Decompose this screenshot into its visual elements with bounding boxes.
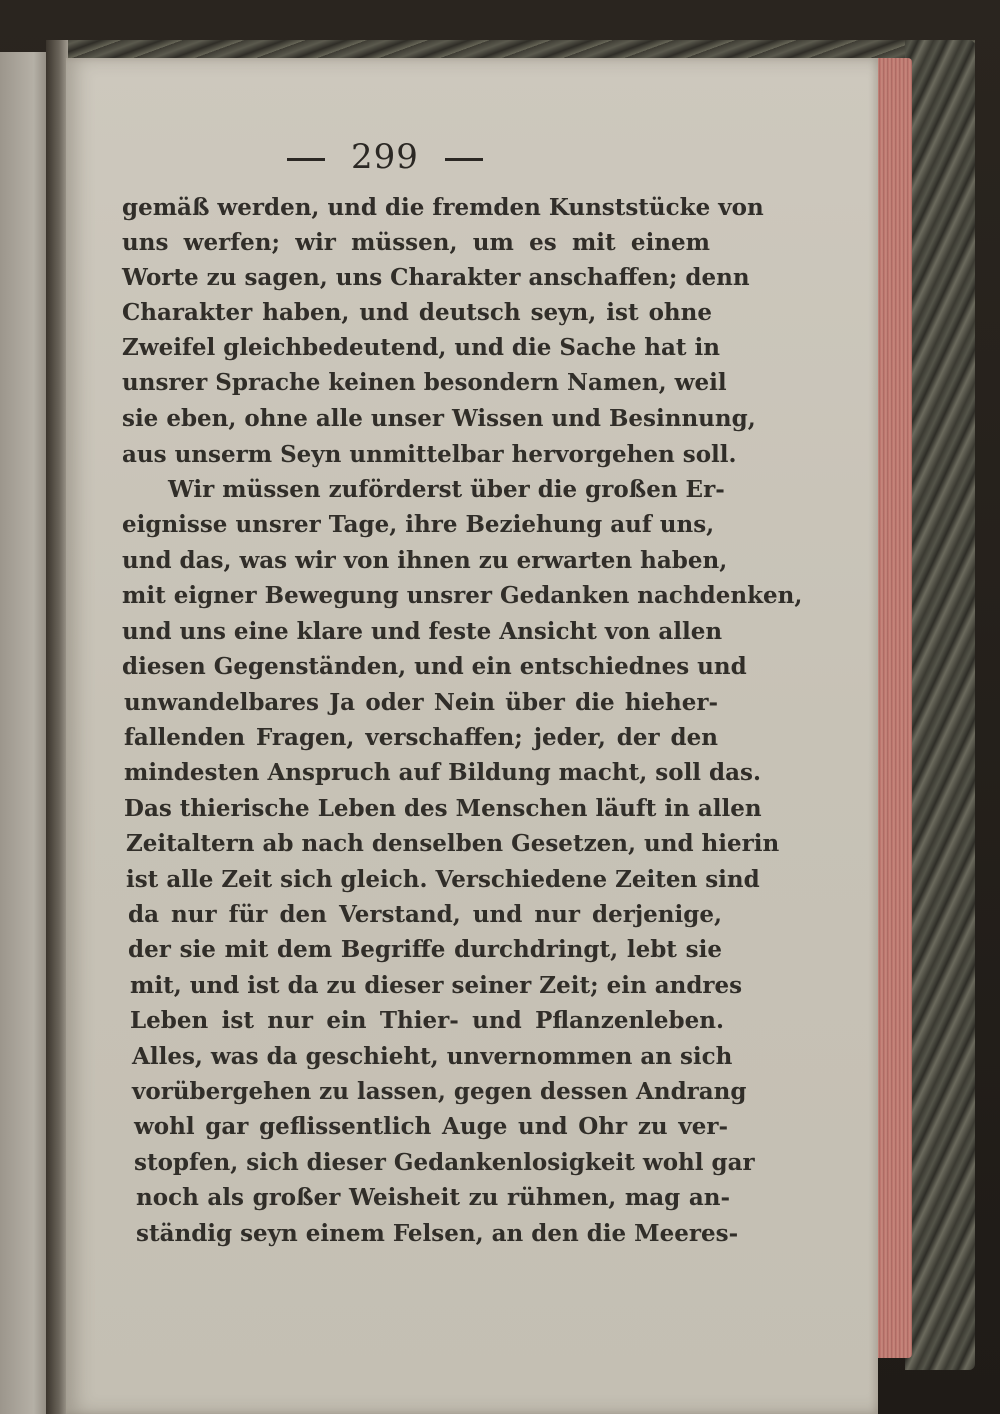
text-line: mit eigner Bewegung unsrer Gedanken nachdenken, [122,582,803,609]
text-line: der sie mit dem Begriffe durchdringt, lebt sie [128,936,722,963]
text-line: Wir müssen zuförderst über die großen Er- [168,476,725,503]
text-line: Zeitaltern ab nach denselben Gesetzen, und hierin [126,830,780,857]
text-line: ist alle Zeit sich gleich. Verschiedene Zeiten sind [126,866,760,893]
text-line: und uns eine klare und feste Ansicht von allen [122,618,723,645]
text-line: diesen Gegenständen, und ein entschiednes und [122,653,747,680]
text-line: noch als großer Weisheit zu rühmen, mag an- [136,1184,730,1211]
text-line: Das thierische Leben des Menschen läuft in allen [124,795,762,822]
text-line: gemäß werden, und die fremden Kunststücke von [122,194,764,221]
text-line: mindesten Anspruch auf Bildung macht, soll das. [124,759,761,786]
text-line: mit, und ist da zu dieser seiner Zeit; ein andres [130,972,743,999]
text-line: da nur für den Verstand, und nur derjenige, [128,901,722,928]
text-line: aus unserm Seyn unmittelbar hervorgehen soll. [122,441,737,468]
text-line: Worte zu sagen, uns Charakter anschaffen; denn [122,264,750,291]
text-line: wohl gar geflissentlich Auge und Ohr zu ver- [134,1113,728,1140]
text-line: sie eben, ohne alle unser Wissen und Besinnung, [122,405,756,432]
text-line: unwandelbares Ja oder Nein über die hieher- [124,689,718,716]
page-number: 299 [351,137,419,177]
text-line: unsrer Sprache keinen besondern Namen, weil [122,369,727,396]
text-line: Leben ist nur ein Thier- und Pflanzenleben. [130,1007,724,1034]
text-line: vorübergehen zu lassen, gegen dessen Andrang [132,1078,747,1105]
text-line: fallenden Fragen, verschaffen; jeder, der den [124,724,718,751]
text-line: uns werfen; wir müssen, um es mit einem [122,229,710,256]
text-line: Alles, was da geschieht, unvernommen an sich [132,1043,733,1070]
text-line: und das, was wir von ihnen zu erwarten haben, [122,547,728,574]
text-line: eignisse unsrer Tage, ihre Beziehung auf uns, [122,511,715,538]
text-line: ständig seyn einem Felsen, an den die Meeres- [136,1220,739,1247]
text-line: stopfen, sich dieser Gedankenlosigkeit wohl gar [134,1149,755,1176]
text-line: Charakter haben, und deutsch seyn, ist ohne [122,299,712,326]
text-line: Zweifel gleichbedeutend, und die Sache hat in [122,334,720,361]
